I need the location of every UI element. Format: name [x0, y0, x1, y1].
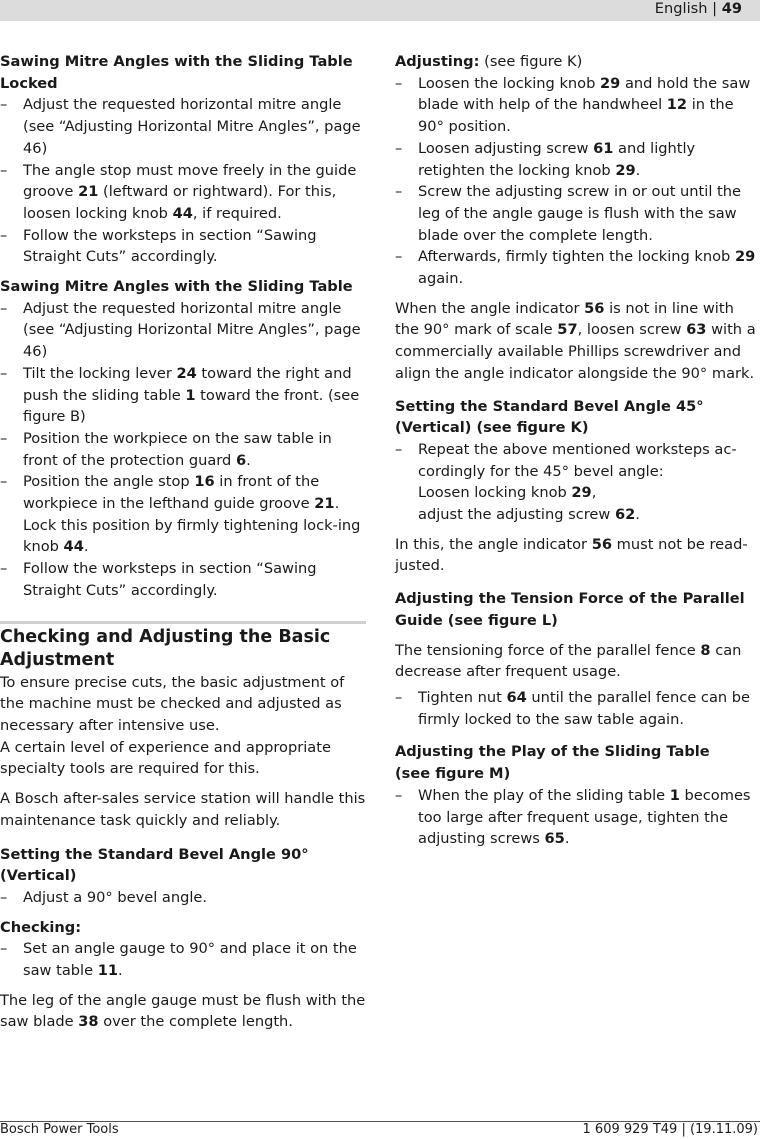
header-bar	[0, 0, 760, 21]
paragraph: In this, the angle indicator 56 must not be read-justed.	[395, 535, 748, 575]
list-item: – Position the workpiece on the saw table in front of the protection guard 6.	[0, 429, 332, 469]
paragraph: The leg of the angle gauge must be flush with the saw blade 38 over the complete length.	[0, 991, 366, 1031]
paragraph: A Bosch after-sales service station will handle this maintenance task quickly and reliably.	[0, 790, 366, 829]
paragraph: The tensioning force of the parallel fence 8 can decrease after frequent usage.	[395, 641, 742, 681]
paragraph: When the angle indicator 56 is not in line with the 90° mark of scale 57, loosen screw 63 with a commercially available Phillips screwdriver and align the angle indicator alongside the 90° mark.	[395, 299, 756, 382]
section-title-bevel-90: Setting the Standard Bevel Angle 90° (Vertical)	[0, 845, 309, 885]
section-title-bevel-45: Setting the Standard Bevel Angle 45° (Vertical) (see figure K)	[395, 397, 704, 437]
header-separator: |	[707, 0, 722, 17]
section-title-play: Adjusting the Play of the Sliding Table (see figure M)	[395, 743, 710, 783]
list-item: – Adjust the requested horizontal mitre angle (see “Adjusting Horizontal Mitre Angles”, page 46)	[0, 299, 361, 361]
adjusting-heading: Adjusting: (see figure K)	[395, 53, 583, 70]
list-sliding	[0, 298, 366, 602]
footer-brand: Bosch Power Tools	[0, 1122, 119, 1137]
checking-label: Checking:	[0, 918, 82, 936]
list-item: – Adjust a 90° bevel angle.	[0, 888, 208, 906]
list-adjusting	[395, 73, 760, 290]
footer-doc-number: 1 609 929 T49 | (19.11.09)	[582, 1122, 758, 1137]
list-item: – Adjust the requested horizontal mitre angle (see “Adjusting Horizontal Mitre Angles”, page 46)	[0, 96, 361, 157]
list-item: – Afterwards, firmly tighten the locking knob 29 again.	[395, 248, 756, 288]
section-title-tension: Adjusting the Tension Force of the Parallel Guide (see figure L)	[395, 590, 745, 629]
section-title-sliding: Sawing Mitre Angles with the Sliding Table	[0, 278, 353, 296]
list-item: – Follow the worksteps in section “Sawing Straight Cuts” accordingly.	[0, 560, 317, 599]
list-play	[395, 785, 760, 850]
list-item: – The angle stop must move freely in the guide groove 21 (leftward or rightward). For this, loosen locking knob 44, if required.	[0, 161, 357, 222]
list-item: – Screw the adjusting screw in or out until the leg of the angle gauge is flush with the saw blade over the complete length.	[395, 183, 741, 244]
list-bevel-45	[395, 439, 760, 526]
list-item: – Set an angle gauge to 90° and place it on the saw table 11.	[0, 940, 357, 980]
list-item: – Tilt the locking lever 24 toward the right and push the sliding table 1 toward the front. (see figure B)	[0, 364, 360, 426]
list-item: – Loosen adjusting screw 61 and lightly retighten the locking knob 29.	[395, 139, 696, 179]
list-locked	[0, 94, 366, 268]
right-column	[395, 51, 760, 850]
list-checking	[0, 938, 366, 981]
paragraph: To ensure precise cuts, the basic adjustment of the machine must be checked and adjusted as necessary after intensive use. A certain level of experience and appropriate specialty tools are required for this.	[0, 673, 345, 778]
list-bevel-90	[0, 887, 366, 909]
header-language: English	[654, 0, 708, 17]
list-item: – When the play of the sliding table 1 becomes too large after frequent usage, tighten the adjusting screws 65.	[395, 786, 751, 848]
list-tension	[395, 687, 760, 730]
list-item: – Follow the worksteps in section “Sawing Straight Cuts” accordingly.	[0, 226, 317, 266]
list-item: – Repeat the above mentioned worksteps ac-cordingly for the 45° bevel angle: Loosen locking knob 29, adjust the adjusting screw 62.	[395, 440, 737, 524]
list-item: – Loosen the locking knob 29 and hold the saw blade with help of the handwheel 12 in the 90° position.	[395, 74, 751, 136]
list-item: – Tighten nut 64 until the parallel fence can be firmly locked to the saw table again.	[395, 688, 751, 728]
section-title-locked: Sawing Mitre Angles with the Sliding Table Locked	[0, 53, 353, 92]
left-column	[0, 51, 366, 1033]
header-page-number: 49	[721, 0, 742, 17]
list-item: – Position the angle stop 16 in front of the workpiece in the lefthand guide groove 21. Lock this position by firmly tightening lock-ing knob 44.	[0, 473, 361, 556]
page-header	[655, 0, 742, 19]
section-divider	[0, 621, 366, 672]
chapter-title: Checking and Adjusting the Basic Adjustment	[0, 626, 331, 670]
